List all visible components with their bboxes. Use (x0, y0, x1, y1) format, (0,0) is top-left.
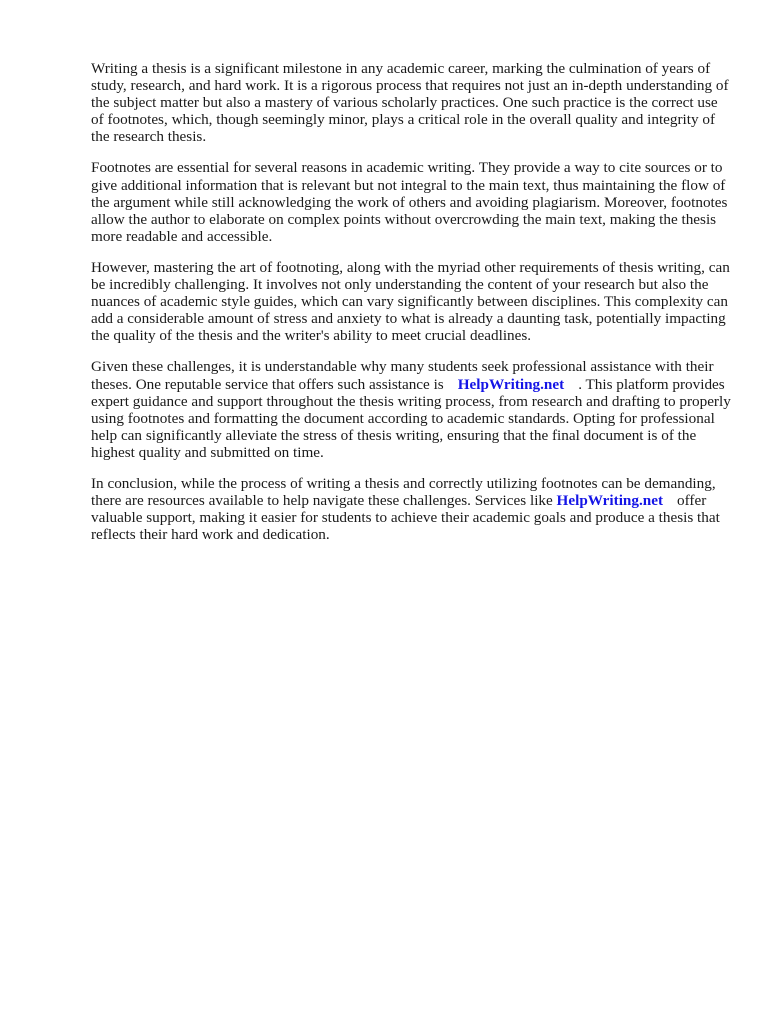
conclusion-text-after: offer valuable support, making it easier for students to achieve their academic goals and produce a thesis that reflects their hard work and dedication. (91, 492, 720, 544)
document-page (91, 60, 731, 557)
assistance-text-before: Given these challenges, it is understandable why many students seek professional assistance with their theses. One reputable service that offers such assistance is (91, 358, 714, 393)
paragraph-footnotes-importance: Footnotes are essential for several reasons in academic writing. They provide a way to cite sources or to give additional information that is relevant but not integral to the main text, thus maintaining the flow of the argument while still acknowledging the work of others and avoiding plagiarism. Moreover, footnotes allow the author to elaborate on complex points without overcrowding the main text, making the thesis more readable and accessible. (91, 159, 728, 245)
conclusion-text-before: In conclusion, while the process of writing a thesis and correctly utilizing footnotes can be demanding, there are resources available to help navigate these challenges. Services like (91, 474, 716, 510)
helpwriting-link[interactable]: HelpWriting.net (457, 375, 565, 393)
paragraph-assistance (91, 358, 731, 461)
paragraph-challenges: However, mastering the art of footnoting, along with the myriad other requirements of thesis writing, can be incredibly challenging. It involves not only understanding the content of your research but also the nuances of academic style guides, which can vary significantly between disciplines. This complexity can add a considerable amount of stress and anxiety to what is already a daunting task, potentially impacting the quality of the thesis and the writer's ability to meet crucial deadlines. (91, 258, 730, 345)
paragraph-intro: Writing a thesis is a significant milestone in any academic career, marking the culmination of years of study, research, and hard work. It is a rigorous process that requires not just an in-depth understanding of the subject matter but also a mastery of various scholarly practices. One such practice is the correct use of footnotes, which, though seemingly minor, plays a critical role in the overall quality and integrity of the research thesis. (91, 60, 729, 146)
assistance-text-after: . This platform provides expert guidance and support throughout the thesis writing process, from research and drafting to properly using footnotes and formatting the document according to academic standards. Opting for professional help can significantly alleviate the stress of thesis writing, ensuring that the final document is of the highest quality and submitted on time. (91, 375, 731, 461)
paragraph-conclusion (91, 475, 731, 543)
helpwriting-link-conclusion[interactable]: HelpWriting.net (556, 492, 664, 510)
